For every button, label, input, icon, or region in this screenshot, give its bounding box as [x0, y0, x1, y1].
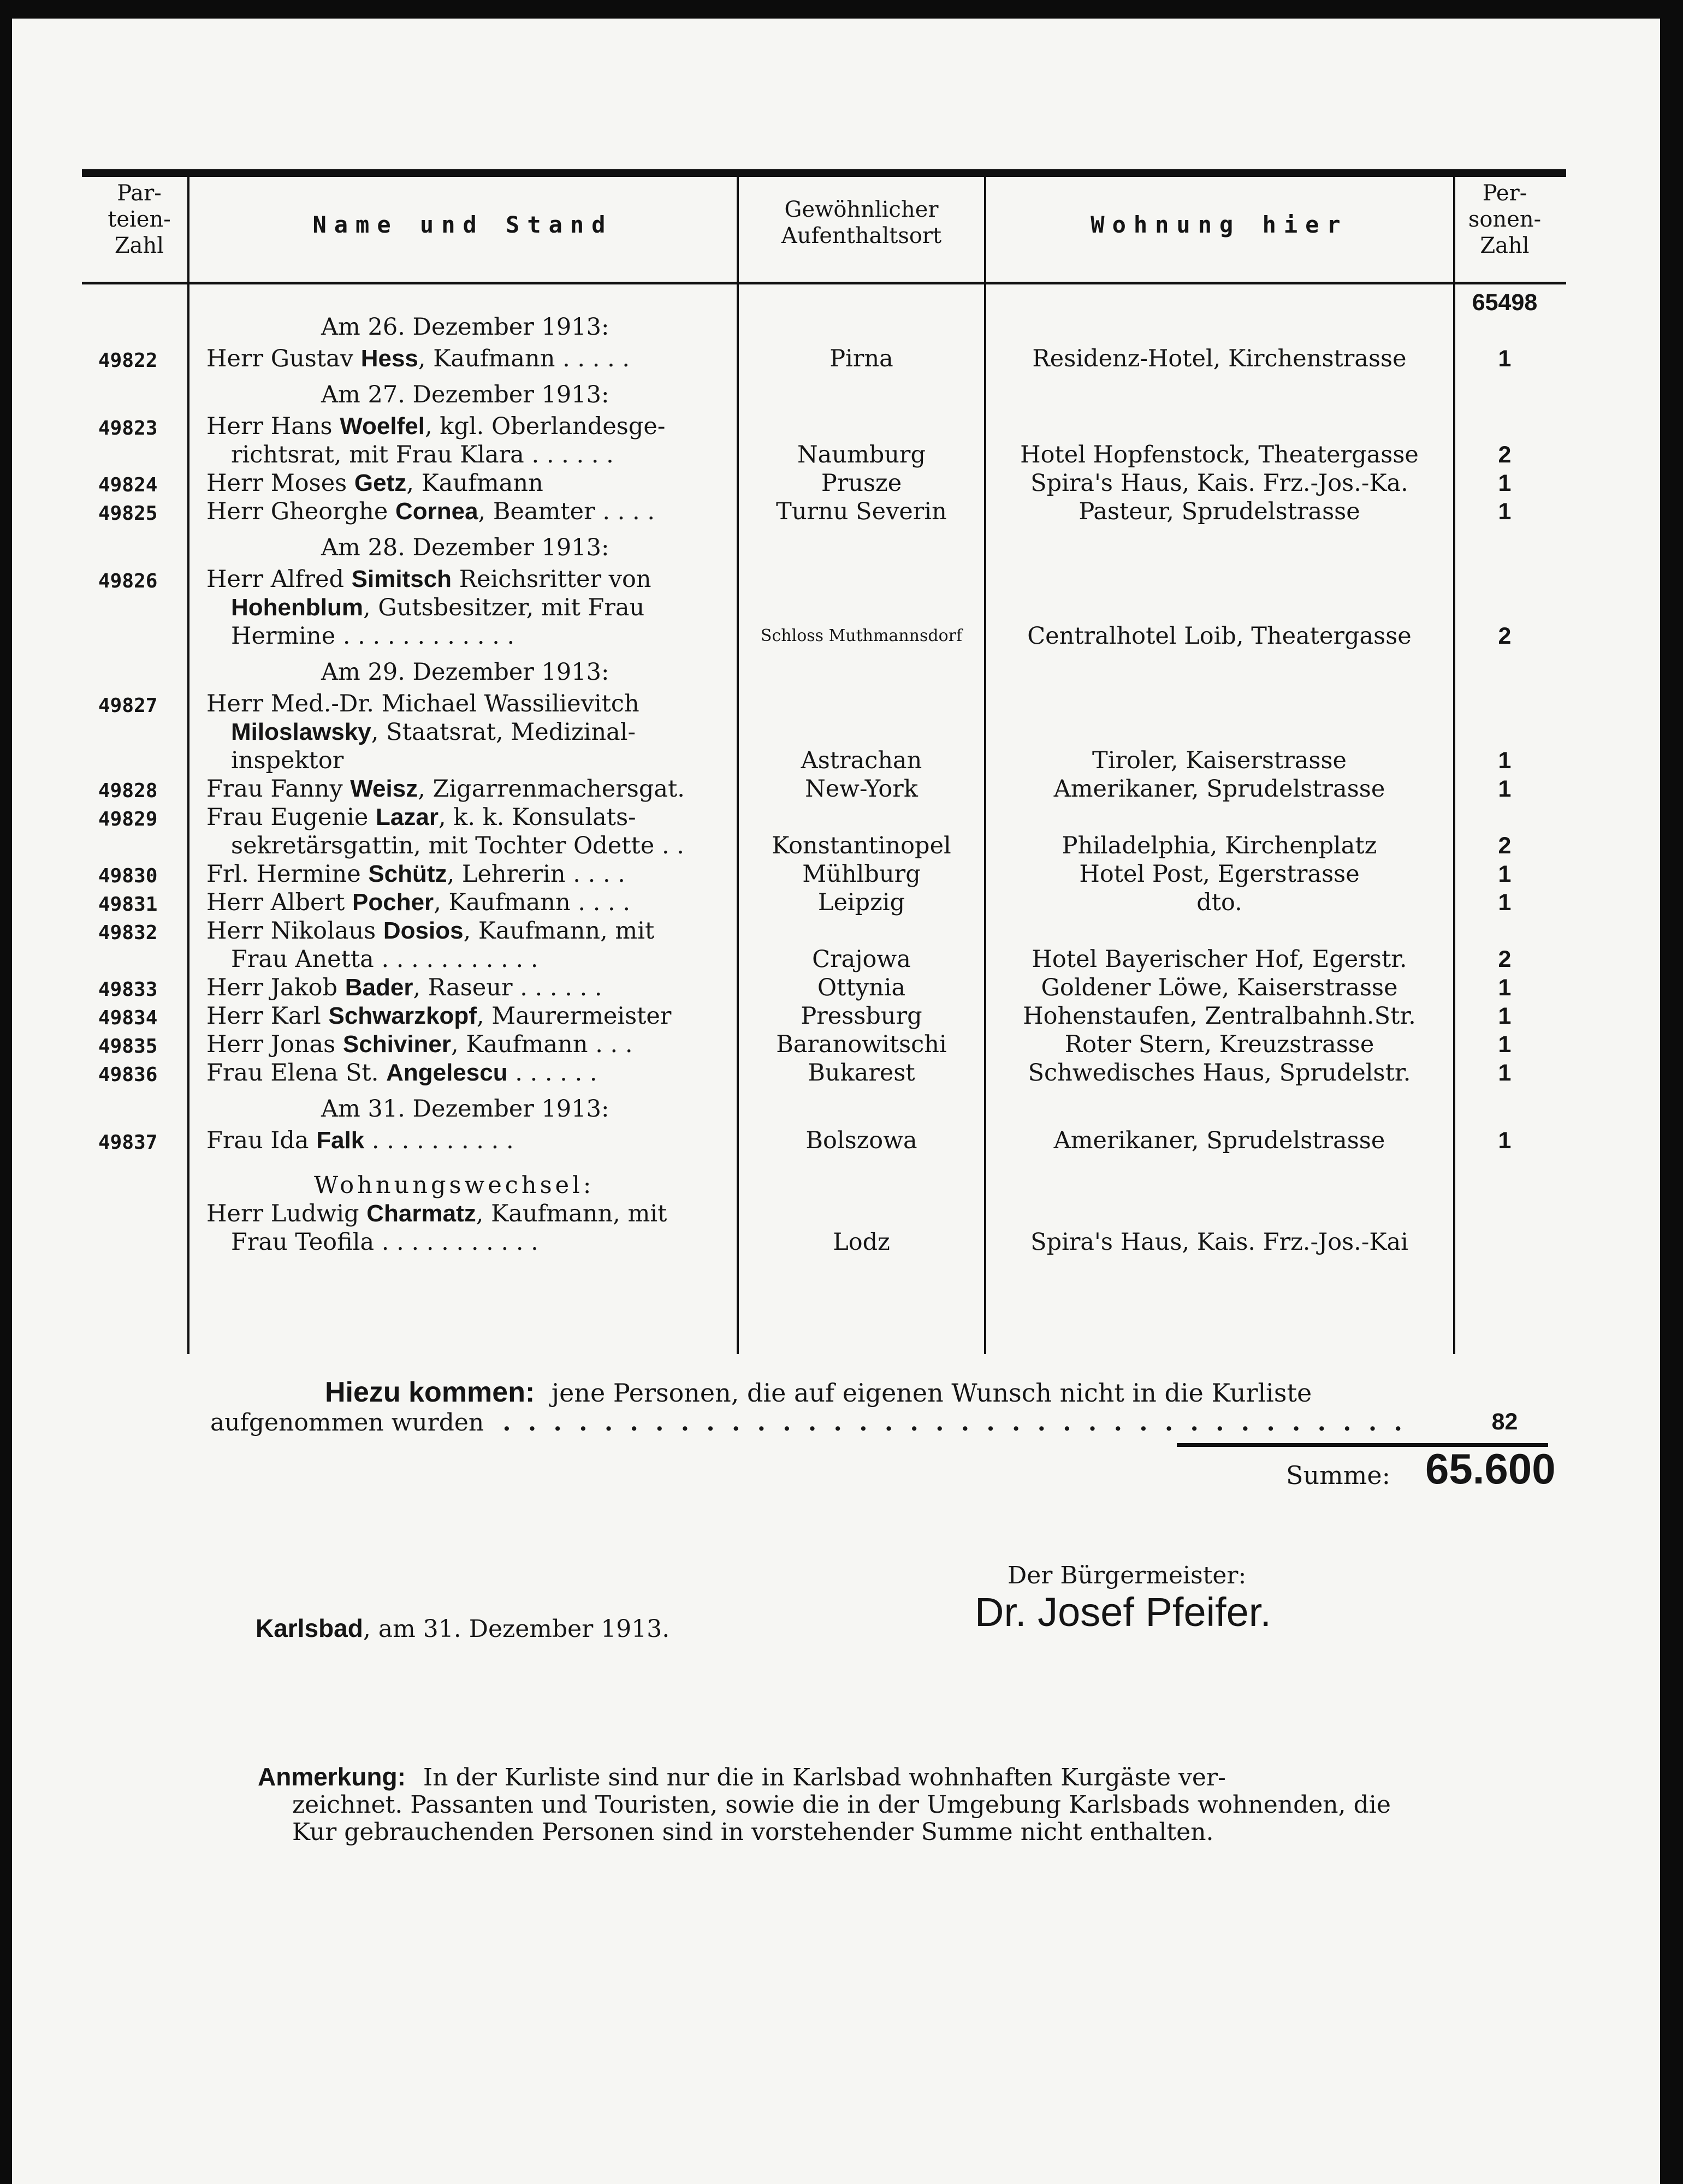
name-text: , Kaufmann . . . . . [418, 345, 630, 372]
table-top-rule [82, 169, 1566, 177]
name-text: Herr Moses [206, 470, 354, 497]
persons-count: 2 [1498, 833, 1512, 859]
column-separator [737, 175, 739, 1354]
name-text: Herr Ludwig [206, 1200, 367, 1227]
address: Hotel Post, Egerstrasse [1079, 860, 1360, 888]
origin: Bukarest [808, 1059, 915, 1087]
name-text: , Gutsbesitzer, mit Frau [363, 594, 645, 621]
persons-count: 1 [1498, 470, 1512, 496]
origin: Schloss Muthmannsdorf [760, 626, 963, 645]
party-number: 49831 [98, 893, 158, 916]
name-line [206, 888, 630, 917]
surname: Lazar [376, 804, 438, 830]
header-name: Name und Stand [312, 211, 613, 238]
name-line [206, 497, 655, 526]
origin: Prusze [821, 470, 902, 497]
scan-border-top [0, 0, 1683, 19]
persons-count: 1 [1498, 1060, 1512, 1086]
scan-border-left [0, 0, 12, 2184]
extra-persons-line [325, 1376, 1312, 1409]
name-text: Frl. Hermine [206, 860, 369, 888]
surname: Bader [345, 974, 413, 1001]
name-line [206, 917, 654, 945]
surname: Dosios [383, 917, 464, 944]
persons-count: 1 [1498, 1003, 1512, 1029]
place: Karlsbad [256, 1614, 363, 1642]
note-line-1: In der Kurliste sind nur die in Karlsbad wohnhaften Kurgäste ver- [423, 1764, 1226, 1791]
surname: Getz [354, 470, 407, 496]
persons-count: 1 [1498, 975, 1512, 1001]
extra-lead: Hiezu kommen: [325, 1376, 535, 1408]
name-text: , Kaufmann, mit [463, 917, 655, 945]
name-text: Herr Hans [206, 413, 340, 440]
address: Spira's Haus, Kais. Frz.-Jos.-Kai [1030, 1228, 1408, 1256]
address: Spira's Haus, Kais. Frz.-Jos.-Ka. [1030, 470, 1408, 497]
name-line [206, 1200, 667, 1228]
name-text: , kgl. Oberlandesge- [424, 413, 666, 440]
name-text: . . . . . . . . . . [364, 1127, 514, 1154]
name-text: Hermine . . . . . . . . . . . . [231, 622, 515, 650]
name-text: Herr Med.-Dr. Michael Wassilievitch [206, 690, 639, 717]
date-heading: Am 28. Dezember 1913: [321, 534, 609, 561]
name-line [206, 565, 651, 594]
address: Hohenstaufen, Zentralbahnh.Str. [1023, 1002, 1416, 1030]
party-number: 49826 [98, 570, 158, 592]
name-line [206, 469, 543, 497]
header-persons: Per- sonen- Zahl [1468, 181, 1542, 258]
party-number: 49828 [98, 780, 158, 802]
party-number: 49822 [98, 349, 158, 372]
name-text: Frau Fanny [206, 775, 351, 803]
name-text: Frau Elena St. [206, 1059, 387, 1087]
name-text: , Raseur . . . . . . [413, 974, 602, 1001]
note-block [258, 1762, 1226, 1792]
name-text: , Zigarrenmachersgat. [418, 775, 685, 803]
address: Schwedisches Haus, Sprudelstr. [1028, 1059, 1411, 1087]
name-line [231, 746, 343, 775]
name-line [206, 1059, 597, 1087]
name-line [231, 594, 644, 622]
address: dto. [1196, 889, 1242, 916]
address: Goldener Löwe, Kaiserstrasse [1041, 974, 1398, 1001]
address: Hotel Hopfenstock, Theatergasse [1020, 441, 1419, 468]
surname: Simitsch [351, 566, 452, 592]
origin: Pirna [829, 345, 893, 372]
surname: Hess [360, 345, 418, 372]
surname: Woelfel [340, 413, 425, 440]
surname: Weisz [350, 775, 418, 802]
name-text: Herr Jonas [206, 1031, 343, 1058]
name-text: richtsrat, mit Frau Klara . . . . . . [231, 441, 614, 468]
carry-over-total: 65498 [1472, 289, 1538, 316]
name-line [206, 1002, 671, 1030]
extra-persons-line-2: aufgenommen wurden . . . . . . . . . . . . . . . . . . . . . . . . . . . . . . . . . . . . [210, 1409, 1407, 1437]
name-text: , Kaufmann . . . [451, 1031, 633, 1058]
name-text: , Maurermeister [476, 1002, 672, 1030]
party-number: 49834 [98, 1007, 158, 1029]
persons-count: 1 [1498, 861, 1512, 887]
party-number: 49825 [98, 502, 158, 525]
surname: Cornea [395, 498, 478, 525]
address: Centralhotel Loib, Theatergasse [1027, 622, 1412, 650]
name-text: Herr Nikolaus [206, 917, 383, 945]
name-text: , Staatsrat, Medizinal- [371, 719, 636, 746]
name-line [206, 974, 602, 1002]
header-origin: Gewöhnlicher Aufenthaltsort [781, 197, 942, 248]
name-text: , Beamter . . . . [478, 498, 655, 525]
name-text: , k. k. Konsulats- [438, 804, 636, 831]
origin: Crajowa [812, 946, 911, 973]
address: Roter Stern, Kreuzstrasse [1064, 1031, 1374, 1058]
surname: Schiviner [342, 1031, 452, 1058]
name-line [231, 622, 514, 650]
name-line [206, 803, 636, 832]
column-separator [1453, 175, 1455, 1354]
name-text: inspektor [231, 747, 344, 774]
party-number: 49836 [98, 1064, 158, 1086]
column-separator [984, 175, 986, 1354]
party-number: 49829 [98, 808, 158, 830]
persons-count: 1 [1498, 498, 1512, 525]
name-text: sekretärsgattin, mit Tochter Odette . . [231, 832, 684, 859]
name-line [231, 945, 538, 974]
persons-count: 1 [1498, 776, 1512, 802]
name-text: Herr Gheorghe [206, 498, 395, 525]
party-number: 49833 [98, 978, 158, 1001]
party-number: 49835 [98, 1035, 158, 1058]
name-text: , Lehrerin . . . . [447, 860, 625, 888]
surname: Falk [316, 1127, 365, 1154]
party-number: 49827 [98, 695, 158, 717]
column-separator [187, 175, 189, 1354]
name-text: Frau Anetta . . . . . . . . . . . [231, 946, 538, 973]
name-line [206, 1030, 633, 1059]
header-num: Par- teien- Zahl [108, 181, 171, 258]
name-text: Reichsritter von [452, 566, 651, 593]
name-text: Herr Jakob [206, 974, 345, 1001]
extra-text-2: aufgenommen wurden [210, 1409, 484, 1437]
name-line [206, 1126, 514, 1155]
name-text: Frau Eugenie [206, 804, 376, 831]
address: Amerikaner, Sprudelstrasse [1053, 775, 1385, 803]
address: Pasteur, Sprudelstrasse [1078, 498, 1360, 525]
signature-title: Der Bürgermeister: [1008, 1562, 1247, 1589]
name-line [231, 718, 636, 746]
address: Residenz-Hotel, Kirchenstrasse [1032, 345, 1407, 372]
header-bottom-rule [82, 282, 1566, 284]
date: , am 31. Dezember 1913. [363, 1615, 670, 1643]
party-number: 49832 [98, 922, 158, 944]
address: Philadelphia, Kirchenplatz [1062, 832, 1377, 859]
name-text: Frau Teofila . . . . . . . . . . . [231, 1228, 538, 1256]
date-heading: Am 31. Dezember 1913: [321, 1095, 609, 1123]
name-text: Herr Gustav [206, 345, 361, 372]
persons-count: 1 [1498, 346, 1512, 372]
origin: Naumburg [797, 441, 926, 468]
origin: Turnu Severin [776, 498, 947, 525]
surname: Schwarzkopf [328, 1002, 477, 1029]
name-line [231, 441, 614, 469]
party-number: 49824 [98, 474, 158, 496]
persons-count: 1 [1498, 747, 1512, 774]
name-text: Frau Ida [206, 1127, 317, 1154]
name-text: Herr Karl [206, 1002, 329, 1030]
persons-count: 1 [1498, 1127, 1512, 1154]
surname: Angelescu [386, 1059, 508, 1086]
origin: New-York [805, 775, 918, 803]
signature-name: Dr. Josef Pfeifer. [975, 1589, 1271, 1635]
origin: Konstantinopel [772, 832, 951, 859]
origin: Bolszowa [805, 1127, 917, 1154]
name-text: Herr Albert [206, 889, 353, 916]
place-date [256, 1613, 669, 1643]
name-text: , Kaufmann . . . . [434, 889, 631, 916]
note-line-3: Kur gebrauchenden Personen sind in vorstehender Summe nicht enthalten. [292, 1818, 1214, 1846]
origin: Lodz [833, 1228, 890, 1256]
name-line [206, 345, 630, 373]
sum-label: Summe: [1286, 1461, 1391, 1490]
name-text: . . . . . . [507, 1059, 597, 1087]
extra-count: 82 [1491, 1409, 1518, 1435]
origin: Pressburg [801, 1002, 922, 1030]
surname: Hohenblum [231, 594, 363, 621]
origin: Mühlburg [802, 860, 921, 888]
surname: Charmatz [366, 1200, 476, 1227]
address: Tiroler, Kaiserstrasse [1092, 747, 1347, 774]
origin: Astrachan [801, 747, 922, 774]
party-number: 49823 [98, 417, 158, 440]
sum-value: 65.600 [1425, 1445, 1556, 1493]
date-heading: Am 26. Dezember 1913: [321, 313, 609, 341]
name-text: , Kaufmann, mit [476, 1200, 667, 1227]
name-line [206, 412, 665, 441]
persons-count: 1 [1498, 1031, 1512, 1058]
date-heading: Am 29. Dezember 1913: [321, 658, 609, 686]
section-heading: Wohnungswechsel: [314, 1172, 595, 1199]
scan-border-right [1660, 0, 1683, 2184]
origin: Ottynia [817, 974, 906, 1001]
persons-count: 1 [1498, 889, 1512, 916]
persons-count: 2 [1498, 623, 1512, 649]
origin: Baranowitschi [776, 1031, 947, 1058]
name-line [206, 860, 625, 888]
persons-count: 2 [1498, 946, 1512, 972]
name-line [231, 832, 684, 860]
name-line [206, 690, 639, 718]
date-heading: Am 27. Dezember 1913: [321, 381, 609, 408]
name-text: , Kaufmann [406, 470, 543, 497]
persons-count: 2 [1498, 442, 1512, 468]
party-number: 49830 [98, 865, 158, 887]
extra-text: jene Personen, die auf eigenen Wunsch nicht in die Kurliste [551, 1378, 1312, 1408]
address: Hotel Bayerischer Hof, Egerstr. [1032, 946, 1407, 973]
party-number: 49837 [98, 1131, 158, 1154]
note-line-2: zeichnet. Passanten und Touristen, sowie die in der Umgebung Karlsbads wohnenden, die [292, 1791, 1391, 1819]
surname: Schütz [368, 860, 447, 887]
header-address: Wohnung hier [1091, 211, 1348, 238]
surname: Miloslawsky [231, 719, 371, 745]
name-line [231, 1228, 538, 1256]
address: Amerikaner, Sprudelstrasse [1053, 1127, 1385, 1154]
name-line [206, 775, 685, 803]
note-lead: Anmerkung: [258, 1762, 406, 1791]
surname: Pocher [352, 889, 434, 916]
origin: Leipzig [817, 889, 905, 916]
name-text: Herr Alfred [206, 566, 352, 593]
